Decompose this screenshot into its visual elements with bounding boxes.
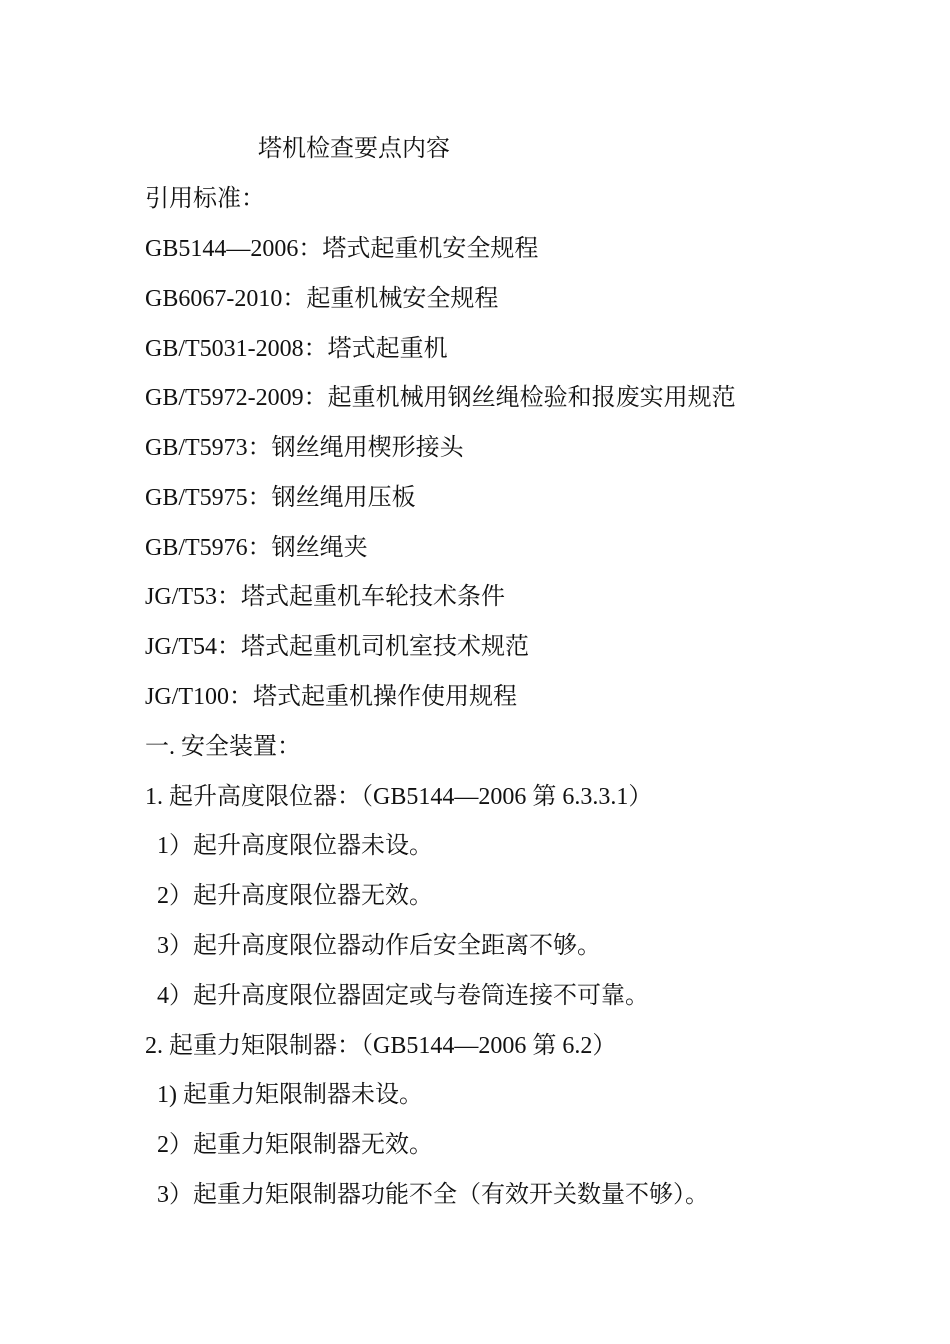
check-point: 1）起升高度限位器未设。 [157,833,433,859]
reference-item: GB/T5975：钢丝绳用压板 [145,485,416,511]
reference-item: GB6067-2010：起重机械安全规程 [145,286,499,312]
section-heading: 一. 安全装置： [145,734,301,760]
check-point: 3）起升高度限位器动作后安全距离不够。 [157,933,601,959]
check-point: 2）起重力矩限制器无效。 [157,1132,433,1158]
document-title: 塔机检查要点内容 [258,136,450,162]
reference-item: GB5144—2006：塔式起重机安全规程 [145,236,539,262]
item-heading: 2. 起重力矩限制器：（GB5144—2006 第 6.2） [145,1033,617,1059]
check-point: 2）起升高度限位器无效。 [157,883,433,909]
reference-item: JG/T53：塔式起重机车轮技术条件 [145,584,505,610]
reference-item: GB/T5031-2008：塔式起重机 [145,336,448,362]
check-point: 3）起重力矩限制器功能不全（有效开关数量不够）。 [157,1182,709,1208]
reference-item: GB/T5972-2009：起重机械用钢丝绳检验和报废实用规范 [145,385,736,411]
check-point: 4）起升高度限位器固定或与卷筒连接不可靠。 [157,983,649,1009]
reference-item: JG/T100：塔式起重机操作使用规程 [145,684,517,710]
references-heading: 引用标准： [145,186,265,212]
reference-item: GB/T5976：钢丝绳夹 [145,535,368,561]
reference-item: JG/T54：塔式起重机司机室技术规范 [145,634,529,660]
item-heading: 1. 起升高度限位器：（GB5144—2006 第 6.3.3.1） [145,784,653,810]
reference-item: GB/T5973：钢丝绳用楔形接头 [145,435,464,461]
check-point: 1) 起重力矩限制器未设。 [157,1082,423,1108]
